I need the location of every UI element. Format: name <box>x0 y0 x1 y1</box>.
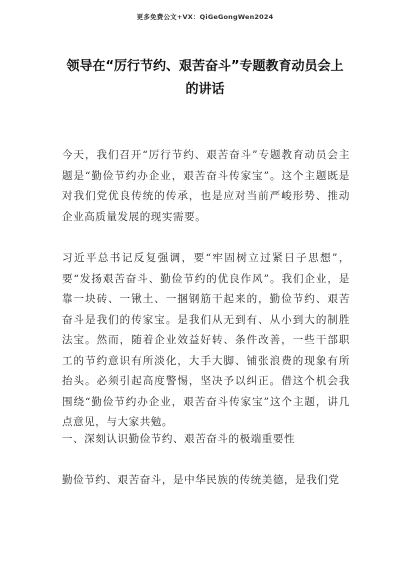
paragraph-background: 习近平总书记反复强调，要“牢固树立过紧日子思想”，要“发扬艰苦奋斗、勤俭节约的优良作风”。我们企业，是靠一块砖、一锹土、一捆钢筋干起来的，勤俭节约、艰苦奋斗是我们的传家宝。是我们从无到有、从小到大的制胜法宝。然而，随着企业效益好转、条件改善，一些干部职工的节约意识有所淡化，大手大脚、铺张浪费的现象有所抬头。必须引起高度警惕，坚决予以纠正。借这个机会我围绕“勤俭节约办企业，艰苦奋斗传家宝”这个主题，讲几点意见，与大家共勉。 <box>62 252 350 428</box>
section-heading: 一、深刻认识勤俭节约、艰苦奋斗的极端重要性 <box>62 433 296 445</box>
document-title: 领导在“厉行节约、艰苦奋斗”专题教育动员会上的讲话 <box>66 59 344 97</box>
section-paragraph: 勤俭节约、艰苦奋斗，是中华民族的传统美德，是我们党 <box>62 474 340 486</box>
paragraph-intro: 今天，我们召开“厉行节约、艰苦奋斗”专题教育动员会主题是“勤俭节约办企业，艰苦奋斗传家宝”。这个主题既是对我们党优良传统的传承，也是应对当前严峻形势、推动企业高质量发展的现实需要。 <box>62 149 350 223</box>
header-note: 更多免费公文+VX：QiGeGongWen2024 <box>136 13 274 21</box>
